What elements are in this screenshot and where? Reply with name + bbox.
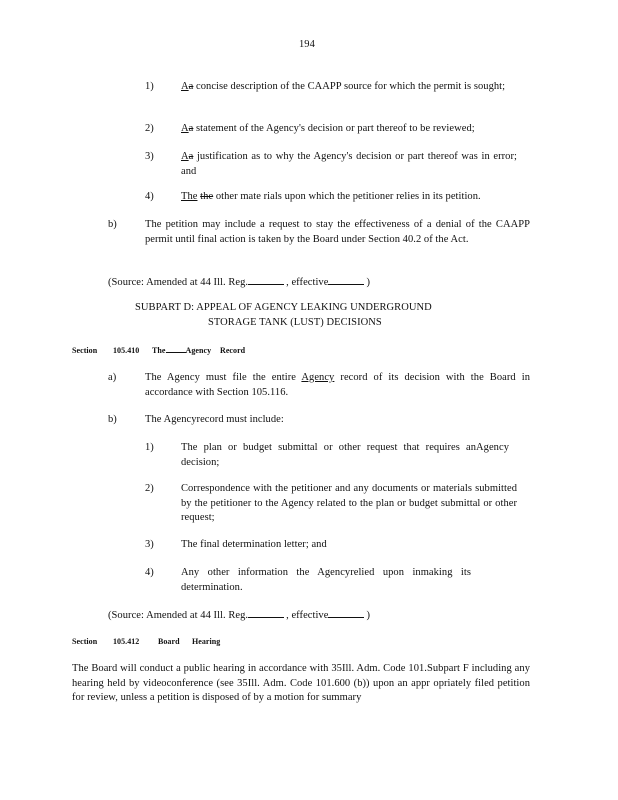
blank-line bbox=[248, 607, 284, 618]
paragraph-label: b) bbox=[108, 414, 117, 425]
paragraph-label: b) bbox=[108, 219, 117, 230]
page-number: 194 bbox=[299, 39, 315, 50]
section-title-word: The bbox=[152, 346, 166, 355]
list-item-number: 2) bbox=[145, 483, 154, 494]
deleted-text: a bbox=[188, 123, 194, 134]
section-number: 105.412 bbox=[113, 637, 140, 646]
list-item-number: 3) bbox=[145, 539, 154, 550]
source-effective: , effective bbox=[286, 610, 329, 621]
paragraph-text: The Agencyrecord must include: bbox=[145, 414, 284, 425]
deleted-text: a bbox=[188, 81, 194, 92]
section-label: Section bbox=[72, 346, 98, 355]
text-run: The Agency must file the entire bbox=[145, 372, 302, 383]
subpart-heading-line2: STORAGE TANK (LUST) DECISIONS bbox=[208, 317, 382, 328]
blank-line bbox=[328, 607, 364, 618]
blank-line bbox=[328, 274, 364, 285]
paragraph-text: The Board will conduct a public hearing in accordance with 35Ill. Adm. Code 101.Subpart F including any hearing held by videoconference (see 35Ill. Adm. Code 101.600 (b)) upon an appr opriately filed petition for review, unless a petition is disposed of by a motion for summary bbox=[72, 663, 530, 703]
list-item-text: The plan or budget submittal or other request that requires anAgency decision; bbox=[181, 442, 509, 468]
section-title bbox=[152, 344, 211, 359]
section-title-word: Board bbox=[158, 637, 180, 646]
section-title-word: Hearing bbox=[192, 637, 221, 646]
section-number: 105.410 bbox=[113, 346, 140, 355]
deleted-text: the bbox=[200, 191, 214, 202]
section-label: Section bbox=[72, 637, 98, 646]
source-note bbox=[108, 607, 370, 624]
paragraph-label: a) bbox=[108, 372, 117, 383]
underscore bbox=[166, 344, 186, 353]
list-item-number: 3) bbox=[145, 151, 154, 162]
subpart-heading-line1: SUBPART D: APPEAL OF AGENCY LEAKING UNDERGROUND bbox=[135, 302, 432, 313]
item-text: justification as to why the Agency's decision or part thereof was in error; and bbox=[181, 151, 517, 177]
item-text: concise description of the CAAPP source for which the permit is sought; bbox=[193, 81, 506, 92]
list-item-text bbox=[181, 190, 521, 205]
deleted-text: a bbox=[188, 151, 194, 162]
blank-line bbox=[248, 274, 284, 285]
list-item-number: 1) bbox=[145, 81, 154, 92]
inserted-text: A bbox=[181, 151, 189, 162]
section-title-word: Agency bbox=[185, 346, 212, 355]
inserted-text: A bbox=[181, 81, 189, 92]
inserted-text: A bbox=[181, 123, 189, 134]
list-item-text: Correspondence with the petitioner and any documents or materials submitted by the petitioner to the Agency related to the plan or budget submittal or other request; bbox=[181, 483, 517, 523]
item-text: other mate rials upon which the petitioner relies in its petition. bbox=[213, 191, 481, 202]
list-item-text bbox=[181, 150, 517, 179]
list-item-number: 2) bbox=[145, 123, 154, 134]
list-item-number: 1) bbox=[145, 442, 154, 453]
source-end: ) bbox=[366, 610, 370, 621]
item-text: statement of the Agency's decision or part thereof to be reviewed; bbox=[193, 123, 475, 134]
source-end: ) bbox=[366, 277, 370, 288]
list-item-number: 4) bbox=[145, 191, 154, 202]
list-item-text: The final determination letter; and bbox=[181, 539, 327, 550]
paragraph-text: The petition may include a request to stay the effectiveness of a denial of the CAAPP permit until final action is taken by the Board under Section 40.2 of the Act. bbox=[145, 219, 530, 245]
source-effective: , effective bbox=[286, 277, 329, 288]
list-item-text bbox=[181, 122, 521, 137]
list-item-text: Any other information the Agencyrelied upon inmaking its determination. bbox=[181, 567, 471, 593]
source-note bbox=[108, 274, 370, 291]
source-prefix: (Source: Amended at 44 Ill. Reg. bbox=[108, 610, 249, 621]
list-item-number: 4) bbox=[145, 567, 154, 578]
inserted-text: The bbox=[181, 191, 198, 202]
source-prefix: (Source: Amended at 44 Ill. Reg. bbox=[108, 277, 249, 288]
list-item-text bbox=[181, 80, 513, 95]
inserted-text: Agency bbox=[301, 372, 335, 383]
section-title-word: Record bbox=[220, 346, 246, 355]
text-run: record of its decision with the Board in accordance with Section 105.116. bbox=[145, 372, 530, 398]
paragraph-text bbox=[145, 371, 530, 400]
